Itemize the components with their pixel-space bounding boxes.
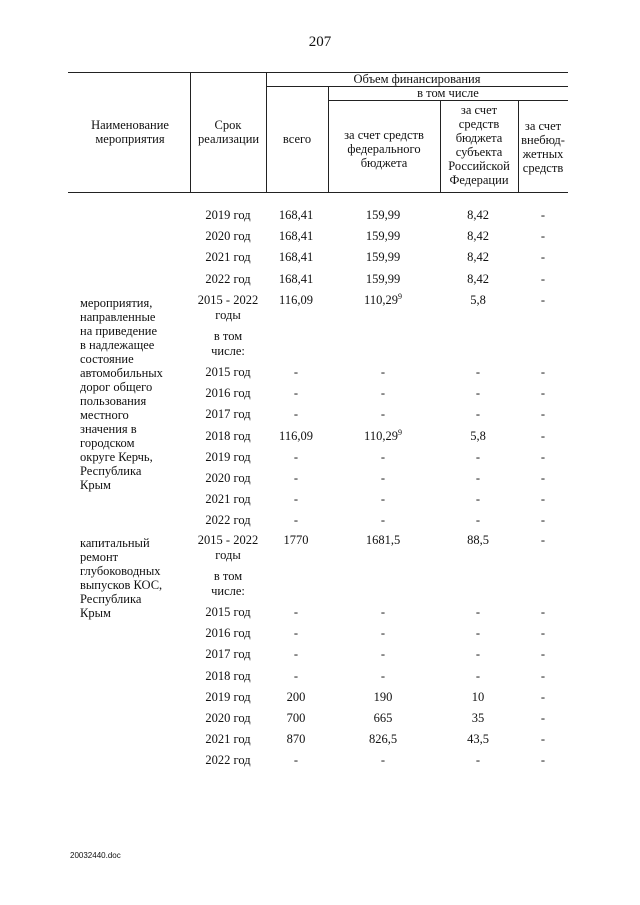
name-line: автомобильных: [80, 366, 163, 380]
name-line: городском: [80, 436, 135, 450]
summary-total: 116,09: [279, 293, 313, 307]
row-federal: -: [380, 626, 386, 641]
footer-file-code: 20032440.doc: [70, 851, 121, 860]
row-extra: -: [540, 229, 546, 244]
summary-subject: 88,5: [467, 533, 489, 547]
row-subject: -: [475, 626, 481, 641]
header-extra: за счет внебюд-жетных средств: [521, 119, 565, 175]
row-year: 2019 год: [205, 689, 251, 704]
measure-name-roads: [80, 296, 180, 492]
including-label: в том числе:: [211, 569, 245, 598]
row-subject: -: [475, 513, 481, 528]
row-subject: 8,42: [467, 229, 489, 244]
row-extra: -: [540, 668, 546, 683]
row-extra: -: [540, 711, 546, 725]
row-federal: 159,99: [365, 208, 401, 222]
row-federal: -: [380, 365, 386, 379]
row-year: 2022 год: [205, 513, 251, 528]
col-divider-3: [328, 86, 329, 192]
row-year: 2017 год: [205, 647, 251, 662]
row-subject: 8,42: [467, 271, 489, 286]
row-total: -: [293, 647, 299, 662]
row-federal: 826,5: [368, 732, 398, 747]
name-line: капитальный: [80, 536, 150, 550]
row-subject: -: [475, 365, 481, 379]
name-line: Крым: [80, 478, 111, 492]
row-year: 2016 год: [205, 386, 251, 401]
row-total: -: [293, 492, 299, 507]
row-extra: -: [540, 407, 546, 422]
header-federal: за счет средств федерального бюджета: [344, 128, 424, 170]
row-total: -: [293, 668, 299, 683]
row-total: -: [293, 753, 299, 768]
name-line: в надлежащее: [80, 338, 155, 352]
row-federal: -: [380, 492, 386, 507]
row-year: 2020 год: [205, 711, 251, 725]
name-line: выпусков КОС,: [80, 578, 163, 592]
row-subject: -: [475, 605, 481, 619]
row-federal: 159,99: [365, 271, 401, 286]
row-year: 2020 год: [205, 471, 251, 485]
row-year: 2019 год: [205, 449, 251, 464]
row-total: 200: [286, 689, 306, 704]
row-total: 168,41: [278, 271, 314, 286]
row-subject: 35: [471, 711, 485, 725]
row-year: 2021 год: [205, 250, 251, 265]
row-subject: -: [475, 449, 481, 464]
summary-period: 2015 - 2022 годы: [197, 293, 259, 322]
row-total: -: [293, 605, 299, 619]
row-subject: -: [475, 407, 481, 422]
summary-federal: 1681,5: [365, 533, 401, 547]
row-total: 168,41: [278, 250, 314, 265]
row-extra: -: [540, 626, 546, 641]
name-line: округе Керчь,: [80, 450, 153, 464]
row-subject: 5,8: [470, 428, 486, 443]
row-extra: -: [540, 471, 546, 485]
name-line: ремонт: [80, 550, 119, 564]
row-extra: -: [540, 250, 546, 265]
row-subject: 43,5: [467, 732, 489, 747]
row-extra: -: [540, 753, 546, 768]
row-extra: -: [540, 732, 546, 747]
row-extra: -: [540, 271, 546, 286]
row-extra: -: [540, 365, 546, 379]
row-year: 2021 год: [205, 732, 251, 747]
row-federal: 159,99: [365, 250, 401, 265]
summary-extra: -: [540, 293, 546, 307]
row-subject: -: [475, 386, 481, 401]
row-total: 168,41: [278, 229, 314, 244]
header-funding: Объем финансирования: [353, 72, 481, 86]
row-total: 870: [286, 732, 306, 747]
row-year: 2020 год: [205, 229, 251, 244]
row-federal: -: [380, 753, 386, 768]
row-extra: -: [540, 449, 546, 464]
summary-extra: -: [540, 533, 546, 547]
col-divider-1: [190, 72, 191, 192]
row-extra: -: [540, 689, 546, 704]
name-line: направленные: [80, 310, 156, 324]
footnote-marker: 9: [397, 427, 402, 437]
summary-period: 2015 - 2022 годы: [197, 533, 259, 562]
name-line: местного: [80, 408, 129, 422]
row-extra: -: [540, 513, 546, 528]
row-year: 2021 год: [205, 492, 251, 507]
row-subject: -: [475, 492, 481, 507]
name-line: на приведение: [80, 324, 158, 338]
row-federal: -: [380, 386, 386, 401]
name-line: пользования: [80, 394, 147, 408]
name-line: Республика: [80, 592, 142, 606]
name-line: глубоководных: [80, 564, 161, 578]
row-subject: 8,42: [467, 250, 489, 265]
footnote-marker: 9: [397, 291, 402, 301]
name-line: Крым: [80, 606, 111, 620]
measure-name-outlets: [80, 536, 180, 620]
row-extra: -: [540, 492, 546, 507]
row-year: 2019 год: [205, 208, 251, 222]
header-total: всего: [282, 132, 312, 146]
row-federal: -: [380, 668, 386, 683]
row-total: -: [293, 513, 299, 528]
row-total: 700: [286, 711, 306, 725]
row-subject: 10: [471, 689, 485, 704]
row-federal: 665: [373, 711, 393, 725]
row-extra: -: [540, 208, 546, 222]
name-line: мероприятия,: [80, 296, 153, 310]
header-bottom-border: [68, 192, 568, 193]
row-year: 2018 год: [205, 668, 251, 683]
header-subject: за счет средств бюджета субъекта Российской Федерации: [448, 103, 510, 187]
name-line: Республика: [80, 464, 142, 478]
row-subject: 8,42: [467, 208, 489, 222]
row-federal: -: [380, 647, 386, 662]
header-period: Срок реализации: [198, 118, 260, 146]
summary-subject: 5,8: [470, 293, 486, 307]
row-subject: -: [475, 753, 481, 768]
row-year: 2016 год: [205, 626, 251, 641]
row-federal: 159,99: [365, 229, 401, 244]
row-year: 2022 год: [205, 753, 251, 768]
summary-total: 1770: [283, 533, 309, 547]
row-extra: -: [540, 428, 546, 443]
col-divider-4: [440, 100, 441, 192]
row-subject: -: [475, 471, 481, 485]
row-year: 2022 год: [205, 271, 251, 286]
row-federal: 190: [373, 689, 393, 704]
including-divider: [328, 100, 568, 101]
row-total: -: [293, 365, 299, 379]
row-total: -: [293, 449, 299, 464]
row-year: 2015 год: [205, 605, 251, 619]
header-name: Наименование мероприятия: [91, 118, 169, 146]
name-line: дорог общего: [80, 380, 153, 394]
header-including: в том числе: [417, 86, 479, 100]
row-year: 2018 год: [205, 428, 251, 443]
page-number: 207: [308, 34, 332, 50]
row-total: -: [293, 471, 299, 485]
row-year: 2015 год: [205, 365, 251, 379]
name-line: состояние: [80, 352, 134, 366]
row-federal: -: [380, 605, 386, 619]
row-year: 2017 год: [205, 407, 251, 422]
row-total: 168,41: [278, 208, 314, 222]
name-line: значения в: [80, 422, 137, 436]
row-federal: -: [380, 513, 386, 528]
row-extra: -: [540, 386, 546, 401]
row-federal: 110,29$^9$: [364, 427, 402, 443]
row-total: -: [293, 626, 299, 641]
row-federal: -: [380, 449, 386, 464]
row-extra: -: [540, 605, 546, 619]
row-extra: -: [540, 647, 546, 662]
col-divider-5: [518, 100, 519, 192]
row-federal: -: [380, 407, 386, 422]
row-subject: -: [475, 647, 481, 662]
row-total: -: [293, 407, 299, 422]
row-total: 116,09: [279, 428, 313, 443]
summary-federal: 110,29$^9$: [364, 291, 402, 307]
row-subject: -: [475, 668, 481, 683]
row-total: -: [293, 386, 299, 401]
row-federal: -: [380, 471, 386, 485]
including-label: в том числе:: [211, 329, 245, 358]
